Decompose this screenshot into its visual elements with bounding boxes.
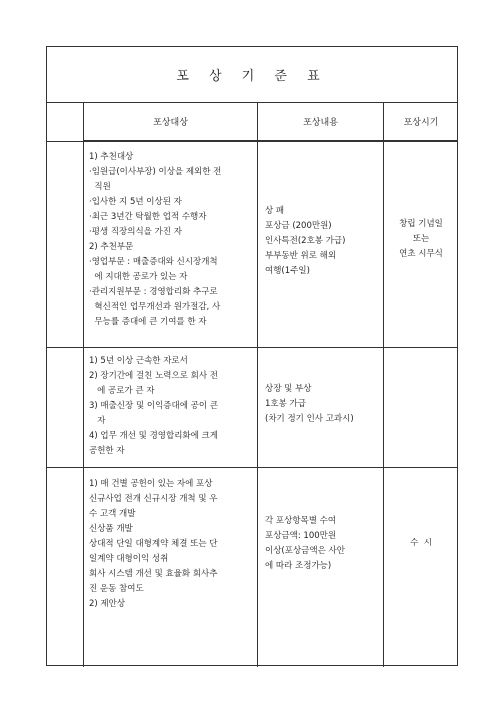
- row1-timing: 창립 기념일 또는 연초 시무식: [399, 219, 443, 259]
- row-divider-2: [47, 467, 457, 468]
- title-row: [47, 47, 457, 103]
- header-bottom-line: [47, 141, 457, 142]
- award-criteria-table: [46, 46, 458, 666]
- col-divider-0: [83, 103, 84, 667]
- header-target: 포상대상: [84, 103, 257, 141]
- row2-content: 상장 및 부상 1호봉 가급 (차기 정기 인사 고과시): [265, 384, 354, 424]
- col-divider-2: [383, 103, 384, 667]
- row1-content: 상 패 포상금 (200만원) 인사특전(2호봉 가급) 부부동반 위로 해외 여행(1주일): [265, 206, 346, 276]
- row3-target: 1) 매 건별 공헌이 있는 자에 포상 신규사업 전개 신규시장 개척 및 우 수 고객 개발 신상품 개발 상대적 단일 대형계약 체결 또는 단 일계약 대형이익 성취 회사 시스템 개선 및 효율화 회사추 진 운동 참여도 2) 제안상: [89, 479, 218, 609]
- page-title: 포 상 기 준 표: [176, 69, 328, 84]
- row3-content: 각 포상항목별 수여 포상금액: 100만원 이상(포상금액은 사안 에 따라 조정가능): [265, 516, 345, 571]
- row3-timing: 수 시: [410, 538, 432, 548]
- row2-target: 1) 5년 이상 근속한 자로서 2) 장기간에 걸친 노력으로 회사 전 에 공로가 큰 자 3) 매출신장 및 이익증대에 공이 큰 자 4) 업무 개선 및 경영합리화에 크게 공헌한 자: [89, 356, 218, 456]
- row-divider-1: [47, 347, 457, 348]
- row1-target: 1) 추천대상 ·임원급(이사부장) 이상을 제외한 전 직원 ·입사한 지 5년 이상된 자 ·최근 3년간 탁월한 업적 수행자 ·평생 직장의식을 가진 자 2) 추천부문 ·영업부문 : 매출증대와 신시장개척 에 지대한 공로가 있는 자 ·관리지원부문 : 경영합리화 추구로 혁신적인 업무개선과 원가절감, 사 무능률 증대에 큰 기여를 한 자: [89, 152, 222, 327]
- header-content: 포상내용: [258, 103, 383, 141]
- col-divider-1: [257, 103, 258, 667]
- header-timing: 포상시기: [384, 103, 458, 141]
